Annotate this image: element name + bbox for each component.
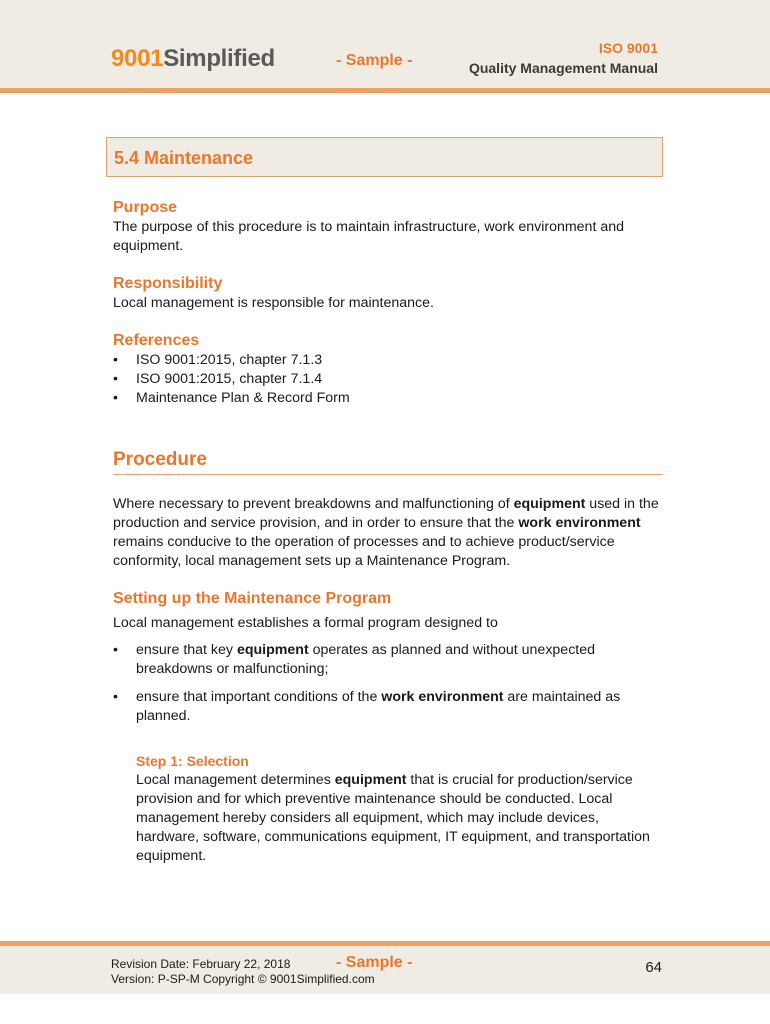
step-1-text: Local management determines equipment that is crucial for production/service provision and for which preventive maintenance should be conducted. Local management hereby considers all equipment, which may include devices, hardware, software, communications equipment, IT equipment, and transportation equipment.	[136, 772, 650, 864]
purpose-heading: Purpose	[113, 199, 178, 216]
section-title: 5.4 Maintenance	[114, 148, 254, 168]
document-body	[113, 198, 663, 866]
revision-date: Revision Date: February 22, 2018	[111, 957, 291, 971]
references-heading: References	[113, 332, 200, 349]
bullet-icon: •	[113, 390, 118, 406]
brand-logo: 9001Simplified	[111, 45, 275, 72]
references-list	[113, 351, 663, 408]
section-title-box	[106, 137, 663, 177]
sample-watermark-header: - Sample -	[336, 52, 413, 69]
list-item: • ensure that key equipment operates as planned and without unexpected breakdowns or malfunctioning;	[113, 642, 596, 677]
page-header	[0, 0, 770, 88]
responsibility-heading: Responsibility	[113, 275, 223, 292]
bullet-icon: •	[113, 642, 118, 658]
bullet-icon: •	[113, 352, 118, 368]
manual-title: ISO 9001 Quality Management Manual	[468, 40, 658, 76]
list-item: • ISO 9001:2015, chapter 7.1.4	[113, 371, 323, 387]
procedure-heading: Procedure	[113, 448, 663, 475]
version-copyright: Version: P-SP-M Copyright © 9001Simplified.com	[111, 972, 375, 986]
setup-intro: Local management establishes a formal program designed to	[113, 615, 498, 631]
step-1	[136, 752, 663, 866]
bullet-icon: •	[113, 689, 118, 705]
step-1-title: Step 1: Selection	[136, 753, 249, 769]
list-item: • ISO 9001:2015, chapter 7.1.3	[113, 352, 323, 368]
procedure-text: Where necessary to prevent breakdowns and malfunctioning of equipment used in the production and service provision, and in order to ensure that the work environment remains conducive to the operation of processes and to achieve product/service conformity, local management sets up a Maintenance Program.	[113, 496, 659, 569]
setup-heading: Setting up the Maintenance Program	[113, 590, 392, 607]
responsibility-text: Local management is responsible for maintenance.	[113, 295, 434, 311]
header-divider	[0, 88, 770, 93]
sample-watermark-footer: - Sample -	[336, 954, 413, 971]
page-footer	[0, 946, 770, 994]
bullet-icon: •	[113, 371, 118, 387]
page-number: 64	[645, 959, 662, 976]
list-item: • ensure that important conditions of the work environment are maintained as planned.	[113, 689, 621, 724]
setup-list	[113, 641, 663, 726]
list-item: • Maintenance Plan & Record Form	[113, 390, 350, 406]
purpose-text: The purpose of this procedure is to maintain infrastructure, work environment and equipment.	[113, 219, 625, 254]
